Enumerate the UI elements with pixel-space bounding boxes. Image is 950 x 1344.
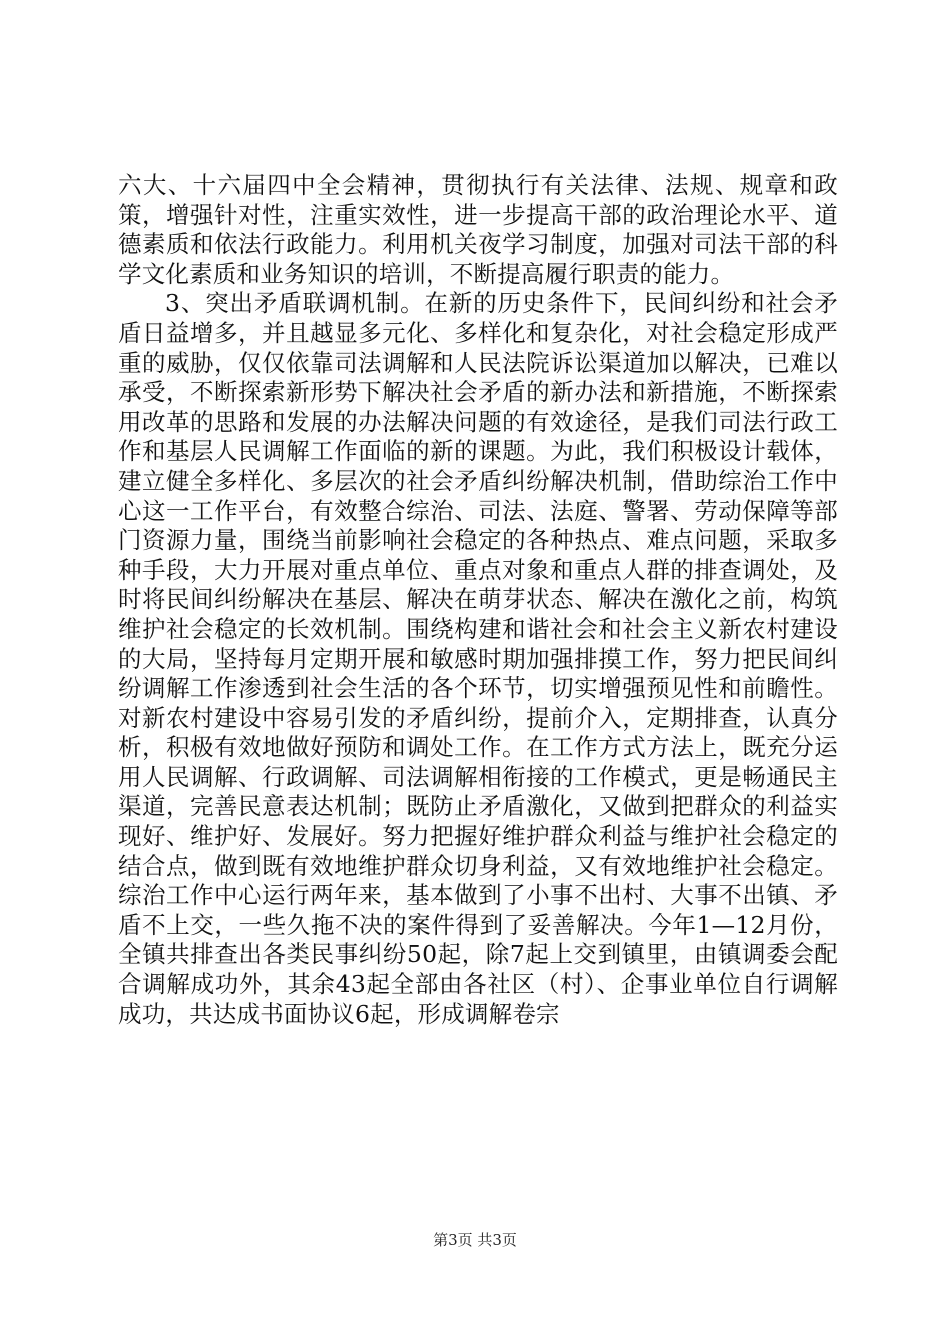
document-body — [118, 171, 838, 1029]
page-footer: 第3页 共3页 — [433, 1231, 517, 1249]
paragraph-1: 六大、十六届四中全会精神，贯彻执行有关法律、法规、规章和政策，增强针对性，注重实效性，进一步提高干部的政治理论水平、道德素质和依法行政能力。利用机关夜学习制度，加强对司法干部的科学文化素质和业务知识的培训，不断提高履行职责的能力。 — [118, 171, 838, 288]
paragraph-2: 3、突出矛盾联调机制。在新的历史条件下，民间纠纷和社会矛盾日益增多，并且越显多元化、多样化和复杂化，对社会稳定形成严重的威胁，仅仅依靠司法调解和人民法院诉讼渠道加以解决，已难以承受，不断探索新形势下解决社会矛盾的新办法和新措施，不断探索用改革的思路和发展的办法解决问题的有效途径，是我们司法行政工作和基层人民调解工作面临的新的课题。为此，我们积极设计载体，建立健全多样化、多层次的社会矛盾纠纷解决机制，借助综治工作中心这一工作平台，有效整合综治、司法、法庭、警署、劳动保障等部门资源力量，围绕当前影响社会稳定的各种热点、难点问题，采取多种手段，大力开展对重点单位、重点对象和重点人群的排查调处，及时将民间纠纷解决在基层、解决在萌芽状态、解决在激化之前，构筑维护社会稳定的长效机制。围绕构建和谐社会和社会主义新农村建设的大局，坚持每月定期开展和敏感时期加强排摸工作，努力把民间纠纷调解工作渗透到社会生活的各个环节，切实增强预见性和前瞻性。对新农村建设中容易引发的矛盾纠纷，提前介入，定期排查，认真分析，积极有效地做好预防和调处工作。在工作方式方法上，既充分运用人民调解、行政调解、司法调解相衔接的工作模式，更是畅通民主渠道，完善民意表达机制；既防止矛盾激化，又做到把群众的利益实现好、维护好、发展好。努力把握好维护群众利益与维护社会稳定的结合点，做到既有效地维护群众切身利益，又有效地维护社会稳定。综治工作中心运行两年来，基本做到了小事不出村、大事不出镇、矛盾不上交，一些久拖不决的案件得到了妥善解决。今年1—12月份，全镇共排查出各类民事纠纷50起，除7起上交到镇里，由镇调委会配合调解成功外，其余43起全部由各社区（村）、企事业单位自行调解成功，共达成书面协议6起，形成调解卷宗 — [118, 289, 838, 1028]
